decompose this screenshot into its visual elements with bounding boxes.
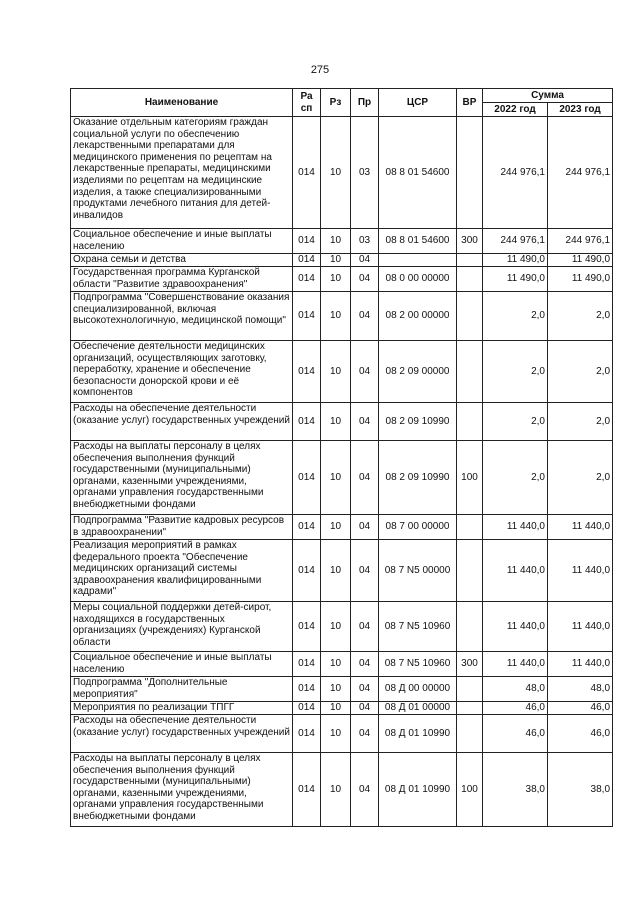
table-row	[71, 403, 613, 441]
header-name: Наименование	[71, 89, 293, 117]
row-sum-2022: 11 440,0	[483, 515, 548, 540]
table-row	[71, 117, 613, 229]
row-vr	[457, 292, 483, 341]
row-vr: 300	[457, 229, 483, 254]
row-name: Государственная программа Курганской области "Развитие здравоохранения"	[71, 267, 293, 292]
row-rz: 10	[321, 602, 351, 652]
row-rasp: 014	[293, 117, 321, 229]
row-pr: 04	[351, 715, 379, 753]
row-name: Мероприятия по реализации ТПГГ	[71, 702, 293, 715]
row-name: Обеспечение деятельности медицинских организаций, осуществляющих заготовку, переработку, хранение и обеспечение безопасности донорской крови и её компонентов	[71, 341, 293, 403]
row-rasp: 014	[293, 715, 321, 753]
row-pr: 04	[351, 753, 379, 827]
row-sum-2022: 2,0	[483, 441, 548, 515]
row-pr: 04	[351, 267, 379, 292]
row-pr: 04	[351, 254, 379, 267]
table-row	[71, 652, 613, 677]
row-sum-2023: 38,0	[548, 753, 613, 827]
row-rz: 10	[321, 753, 351, 827]
row-csr: 08 7 N5 10960	[379, 652, 457, 677]
row-rasp: 014	[293, 677, 321, 702]
row-rasp: 014	[293, 652, 321, 677]
row-sum-2022: 46,0	[483, 715, 548, 753]
row-name: Расходы на обеспечение деятельности (оказание услуг) государственных учреждений	[71, 403, 293, 441]
row-sum-2023: 11 490,0	[548, 254, 613, 267]
table-row	[71, 677, 613, 702]
row-rasp: 014	[293, 254, 321, 267]
table-row	[71, 292, 613, 341]
row-rz: 10	[321, 540, 351, 602]
table-row	[71, 229, 613, 254]
row-sum-2023: 2,0	[548, 441, 613, 515]
row-sum-2022: 2,0	[483, 403, 548, 441]
row-rasp: 014	[293, 702, 321, 715]
header-2022: 2022 год	[483, 103, 548, 117]
table-row	[71, 341, 613, 403]
row-rz: 10	[321, 652, 351, 677]
row-sum-2022: 2,0	[483, 292, 548, 341]
header-rasp: Ра сп	[293, 89, 321, 117]
row-rasp: 014	[293, 403, 321, 441]
row-sum-2022: 46,0	[483, 702, 548, 715]
row-sum-2023: 46,0	[548, 702, 613, 715]
row-csr: 08 2 00 00000	[379, 292, 457, 341]
table-row	[71, 753, 613, 827]
row-pr: 04	[351, 441, 379, 515]
row-sum-2022: 48,0	[483, 677, 548, 702]
row-vr	[457, 403, 483, 441]
row-name: Подпрограмма "Совершенствование оказания специализированной, включая высокотехнологичную, медицинской помощи"	[71, 292, 293, 341]
row-sum-2023: 11 440,0	[548, 652, 613, 677]
row-csr: 08 Д 01 10990	[379, 715, 457, 753]
row-vr	[457, 515, 483, 540]
row-pr: 04	[351, 515, 379, 540]
row-pr: 04	[351, 652, 379, 677]
header-sum: Сумма	[483, 89, 613, 103]
row-sum-2023: 2,0	[548, 341, 613, 403]
row-vr: 100	[457, 441, 483, 515]
row-rz: 10	[321, 341, 351, 403]
row-pr: 04	[351, 602, 379, 652]
row-sum-2022: 244 976,1	[483, 229, 548, 254]
header-vr: ВР	[457, 89, 483, 117]
row-csr: 08 8 01 54600	[379, 229, 457, 254]
row-rasp: 014	[293, 441, 321, 515]
row-csr: 08 8 01 54600	[379, 117, 457, 229]
row-vr	[457, 602, 483, 652]
row-rz: 10	[321, 441, 351, 515]
row-vr	[457, 540, 483, 602]
row-csr: 08 7 00 00000	[379, 515, 457, 540]
row-pr: 04	[351, 540, 379, 602]
row-pr: 03	[351, 229, 379, 254]
row-rasp: 014	[293, 753, 321, 827]
row-rasp: 014	[293, 267, 321, 292]
table-row	[71, 441, 613, 515]
table-row	[71, 267, 613, 292]
row-sum-2023: 48,0	[548, 677, 613, 702]
row-vr	[457, 341, 483, 403]
table-row	[71, 702, 613, 715]
table-row	[71, 602, 613, 652]
row-rz: 10	[321, 229, 351, 254]
row-name: Реализация мероприятий в рамках федерального проекта "Обеспечение медицинских организаций системы здравоохранения квалифицированными кадрами"	[71, 540, 293, 602]
row-csr: 08 2 09 10990	[379, 441, 457, 515]
row-sum-2023: 11 440,0	[548, 515, 613, 540]
row-name: Социальное обеспечение и иные выплаты населению	[71, 652, 293, 677]
row-vr	[457, 117, 483, 229]
row-rasp: 014	[293, 602, 321, 652]
row-rz: 10	[321, 254, 351, 267]
row-pr: 04	[351, 702, 379, 715]
row-rz: 10	[321, 117, 351, 229]
row-rasp: 014	[293, 341, 321, 403]
row-csr: 08 2 09 10990	[379, 403, 457, 441]
row-csr: 08 7 N5 10960	[379, 602, 457, 652]
row-name: Охрана семьи и детства	[71, 254, 293, 267]
row-sum-2022: 2,0	[483, 341, 548, 403]
row-name: Расходы на выплаты персоналу в целях обеспечения выполнения функций государственными (муниципальными) органами, казенными учреждениями, органами управления государственными внебюджетными фондами	[71, 441, 293, 515]
row-rz: 10	[321, 403, 351, 441]
header-csr: ЦСР	[379, 89, 457, 117]
row-vr	[457, 715, 483, 753]
row-sum-2023: 11 440,0	[548, 540, 613, 602]
row-sum-2023: 244 976,1	[548, 117, 613, 229]
row-pr: 04	[351, 341, 379, 403]
header-2023: 2023 год	[548, 103, 613, 117]
row-rasp: 014	[293, 540, 321, 602]
row-name: Расходы на обеспечение деятельности (оказание услуг) государственных учреждений	[71, 715, 293, 753]
row-rz: 10	[321, 702, 351, 715]
table-row	[71, 515, 613, 540]
row-vr	[457, 677, 483, 702]
row-name: Оказание отдельным категориям граждан социальной услуги по обеспечению лекарственными препаратами для медицинского применения по рецептам на лекарственные препараты, медицинскими изделиями по рецептам на медицинские изделия, а также специализированными продуктами лечебного питания для детей-инвалидов	[71, 117, 293, 229]
row-sum-2023: 244 976,1	[548, 229, 613, 254]
row-csr: 08 Д 01 00000	[379, 702, 457, 715]
row-csr: 08 7 N5 00000	[379, 540, 457, 602]
row-sum-2022: 38,0	[483, 753, 548, 827]
row-sum-2023: 46,0	[548, 715, 613, 753]
row-csr	[379, 254, 457, 267]
row-name: Подпрограмма "Дополнительные мероприятия"	[71, 677, 293, 702]
row-name: Социальное обеспечение и иные выплаты населению	[71, 229, 293, 254]
row-sum-2023: 2,0	[548, 292, 613, 341]
row-rz: 10	[321, 677, 351, 702]
row-sum-2022: 244 976,1	[483, 117, 548, 229]
row-rz: 10	[321, 715, 351, 753]
row-rasp: 014	[293, 292, 321, 341]
page-number: 275	[310, 64, 330, 76]
row-vr	[457, 702, 483, 715]
row-csr: 08 Д 01 10990	[379, 753, 457, 827]
row-sum-2022: 11 440,0	[483, 652, 548, 677]
row-vr	[457, 254, 483, 267]
row-name: Меры социальной поддержки детей-сирот, находящихся в государственных организациях (учреждениях) Курганской области	[71, 602, 293, 652]
table-row	[71, 254, 613, 267]
row-sum-2022: 11 490,0	[483, 267, 548, 292]
row-vr	[457, 267, 483, 292]
row-sum-2023: 2,0	[548, 403, 613, 441]
table-header	[71, 89, 613, 117]
table-row	[71, 715, 613, 753]
row-sum-2022: 11 440,0	[483, 540, 548, 602]
table-row	[71, 540, 613, 602]
row-csr: 08 0 00 00000	[379, 267, 457, 292]
row-name: Подпрограмма "Развитие кадровых ресурсов в здравоохранении"	[71, 515, 293, 540]
row-rz: 10	[321, 292, 351, 341]
row-sum-2022: 11 490,0	[483, 254, 548, 267]
row-csr: 08 Д 00 00000	[379, 677, 457, 702]
budget-table	[70, 88, 613, 827]
row-rz: 10	[321, 515, 351, 540]
header-rz: Рз	[321, 89, 351, 117]
row-sum-2022: 11 440,0	[483, 602, 548, 652]
table-body	[71, 117, 613, 827]
header-pr: Пр	[351, 89, 379, 117]
row-sum-2023: 11 440,0	[548, 602, 613, 652]
row-vr: 100	[457, 753, 483, 827]
row-vr: 300	[457, 652, 483, 677]
row-csr: 08 2 09 00000	[379, 341, 457, 403]
row-sum-2023: 11 490,0	[548, 267, 613, 292]
row-rz: 10	[321, 267, 351, 292]
row-rasp: 014	[293, 515, 321, 540]
row-pr: 04	[351, 677, 379, 702]
row-rasp: 014	[293, 229, 321, 254]
row-pr: 04	[351, 403, 379, 441]
row-pr: 03	[351, 117, 379, 229]
row-pr: 04	[351, 292, 379, 341]
row-name: Расходы на выплаты персоналу в целях обеспечения выполнения функций государственными (муниципальными) органами, казенными учреждениями, органами управления государственными внебюджетными фондами	[71, 753, 293, 827]
